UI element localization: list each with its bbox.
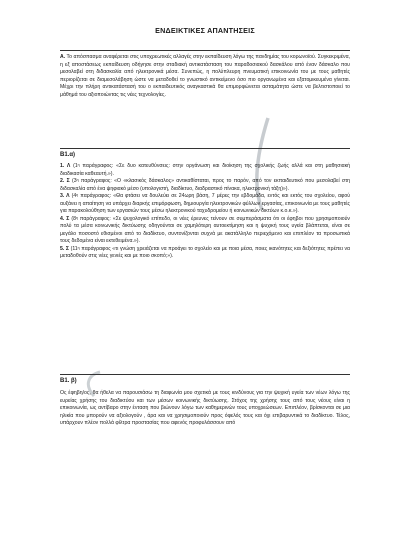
list-item: 1. Λ ($1^\eta$ παράγραφος: «Σε δυο κατευθύνσεις: στην οργάνωση και διοίκηση της σχολικής ζωής αλλά και στη μαθησιακή διαδικασία καθεαυτή.»). xyxy=(60,163,351,177)
section-a-paragraph xyxy=(60,54,350,99)
section-b1a-heading: Β1.α) xyxy=(60,152,76,158)
list-item: 3. Λ ($4^\eta$ παράγραφος: «Θα φτάσει να δουλεύει σε 24ωρη βάση, 7 μέρες την εβδομάδα, εντός και εκτός του σχολείου, αφού αυξάνει η απαίτηση να υπάρχει διαρκής επιμόρφωση, δημιουργία ηλεκτρονικών φύλλων εργασίας, επικοινωνία με τους μαθητές για παρακολούθηση των εργασιών τους μέσω ηλεκτρονικού ταχυδρομείου ή κοινωνικών δικτύων κ.ο.κ.»). xyxy=(60,193,351,214)
divider-top xyxy=(60,50,350,51)
item-sup: η xyxy=(76,193,79,197)
item-paragraph-number: 4 xyxy=(73,193,77,199)
section-a-label: Α. xyxy=(60,54,66,60)
item-sup: η xyxy=(77,163,80,167)
item-lead: 5. Σ xyxy=(60,245,69,252)
item-paragraph-number: 8 xyxy=(73,215,76,222)
item-sup: η xyxy=(75,215,78,220)
item-lead: 4. Σ xyxy=(60,215,70,222)
item-lead: 2. Σ xyxy=(60,178,70,184)
item-text: παράγραφος: «Σε ψυχολογικό επίπεδο, οι νέες έρευνες τείνουν σε συμπεράσματα ότι οι έφηβοι που χρησιμοποιούν πολύ τα μέσα κοινωνικής δικτύωσης οδηγούνται σε χαμηλότερη αυτοεκτίμηση και η ψυχική τους υγεία βλάπτεται, είναι σε μεγάλο ποσοστό εθισμένοι από το διαδίκτυο, συντονίζονται συχνά με ακατάλληλο περιεχόμενο και επιπλέον τα προσωπικά τους δεδομένα είναι εκτεθειμένα.»). xyxy=(60,215,350,244)
item-sup: η xyxy=(76,178,79,182)
section-b1a-list xyxy=(60,163,350,261)
item-paragraph-number: 3 xyxy=(73,178,77,184)
divider-b1a xyxy=(60,148,350,149)
section-a-text: Το απόσπασμα αναφέρεται στις υποχρεωτικές αλλαγές στην εκπαίδευση λόγω της πανδημίας του κορωνοϊού. Συγκεκριμένα, η εξ αποστάσεως εκπαίδευση οδήγησε στην σταδιακή αντικατάσταση του παραδοσιακού δασκάλου από έναν δάσκαλο που μεσολαβεί στη διδασκαλία από ηλεκτρονικά μέσα. Συνεπώς, η πολύπλευρη πνευματική επικοινωνία του με τους μαθητές περιορίζεται σε διαμεσολάβηση ώστε να μεταδοθεί το γνωστικό αντικείμενο όσο πιο οργανωμένα και εξατομικευμένα γίνεται. Μέχρι την πλήρη αντικατάστασή του ο εκπαιδευτικός αναγκαστικά θα επιμορφώνεται ασταμάτητα ώστε να βελτιστοποιεί το μάθημά του αξιοποιώντας τις νέες τεχνολογίες. xyxy=(60,54,350,98)
item-text: παράγραφος «τι γνώση χρειάζεται να προάγει το σχολείο και με ποια μέσα, ποιες ικανότητες και δεξιότητες πρέπει να μεταδοθούν στις νέες γενιές και με ποιο σκοπό;»). xyxy=(60,245,350,259)
item-text: παράγραφος: «Σε δυο κατευθύνσεις: στην οργάνωση και διοίκηση της σχολικής ζωής αλλά και στη μαθησιακή διαδικασία καθεαυτή.»). xyxy=(60,163,351,177)
item-text: παράγραφος: «Ο «κλασικός δάσκαλος» αντικαθίσταται, προς το παρόν, από τον εκπαιδευτικό που μεσολαβεί στη διδασκαλία από ένα ψηφιακό μέσο (υπολογιστή, διαδίκτυο, διαδραστικό πίνακα, ηλεκτρονική τάξη)»). xyxy=(60,178,350,192)
item-paragraph-number: 1 xyxy=(74,163,78,169)
item-text: παράγραφος: «Θα φτάσει να δουλεύει σε 24ωρη βάση, 7 μέρες την εβδομάδα, εντός και εκτός του σχολείου, αφού αυξάνει η απαίτηση να υπάρχει διαρκής επιμόρφωση, δημιουργία ηλεκτρονικών φύλλων εργασίας, επικοινωνία με τους μαθητές για παρακολούθηση των εργασιών τους μέσω ηλεκτρονικού ταχυδρομείου ή κοινωνικών δικτύων κ.ο.κ.»). xyxy=(60,193,351,214)
list-item: 5. Σ ($11^\eta$ παράγραφος «τι γνώση χρειάζεται να προάγει το σχολείο και με ποια μέσα, ποιες ικανότητες και δεξιότητες πρέπει να μεταδοθούν στις νέες γενιές και με ποιο σκοπό;»). xyxy=(60,245,350,259)
item-lead: 1. Λ xyxy=(60,163,71,169)
item-lead: 3. Λ xyxy=(60,193,70,199)
divider-b1b xyxy=(60,374,350,375)
list-item: 2. Σ ($3^\eta$ παράγραφος: «Ο «κλασικός δάσκαλος» αντικαθίσταται, προς το παρόν, από τον εκπαιδευτικό που μεσολαβεί στη διδασκαλία από ένα ψηφιακό μέσο (υπολογιστή, διαδίκτυο, διαδραστικό πίνακα, ηλεκτρονική τάξη)»). xyxy=(60,178,350,192)
item-paragraph-number: 11 xyxy=(72,245,78,252)
list-item: 4. Σ ($8^\eta$ παράγραφος: «Σε ψυχολογικό επίπεδο, οι νέες έρευνες τείνουν σε συμπεράσματα ότι οι έφηβοι που χρησιμοποιούν πολύ τα μέσα κοινωνικής δικτύωσης οδηγούνται σε χαμηλότερη αυτοεκτίμηση και η ψυχική τους υγεία βλάπτεται, είναι σε μεγάλο ποσοστό εθισμένοι από το διαδίκτυο, συντονίζονται συχνά με ακατάλληλο περιεχόμενο και επιπλέον τα προσωπικά τους δεδομένα είναι εκτεθειμένα.»). xyxy=(60,215,350,244)
section-b1b-paragraph: Ος έφηβη/ος, θα ήθελα να παρουσιάσω τη διαφωνία μου σχετικά με τους κινδύνους για την ψυχική υγεία των νέων λόγω της ευρείας χρήσης του διαδικτύου και των μέσων κοινωνικής δικτύωσης. Στόχος της χρήσης τους από τους νέους είναι η επικοινωνία, ως αντίβαρο στην ένταση που βιώνουν λόγω των καθημερινών τους υποχρεώσεων. Επιπλέον, βρίσκονται σε μια ηλικία που μπορούν να αξιολογούν , άρα και να χρησιμοποιούν προς όφελός τους και όχι επιβαρυντικά το διαδίκτυο. Τέλος, υπάρχουν πλέον πολλά φίλτρα προστασίας που αφενός προφυλάσσουν από xyxy=(60,390,350,426)
item-sup: η xyxy=(77,245,80,250)
section-b1b-heading: Β1. β) xyxy=(60,378,77,384)
page-title: ΕΝΔΕΙΚΤΙΚΕΣ ΑΠΑΝΤΗΣΕΙΣ xyxy=(155,26,255,35)
